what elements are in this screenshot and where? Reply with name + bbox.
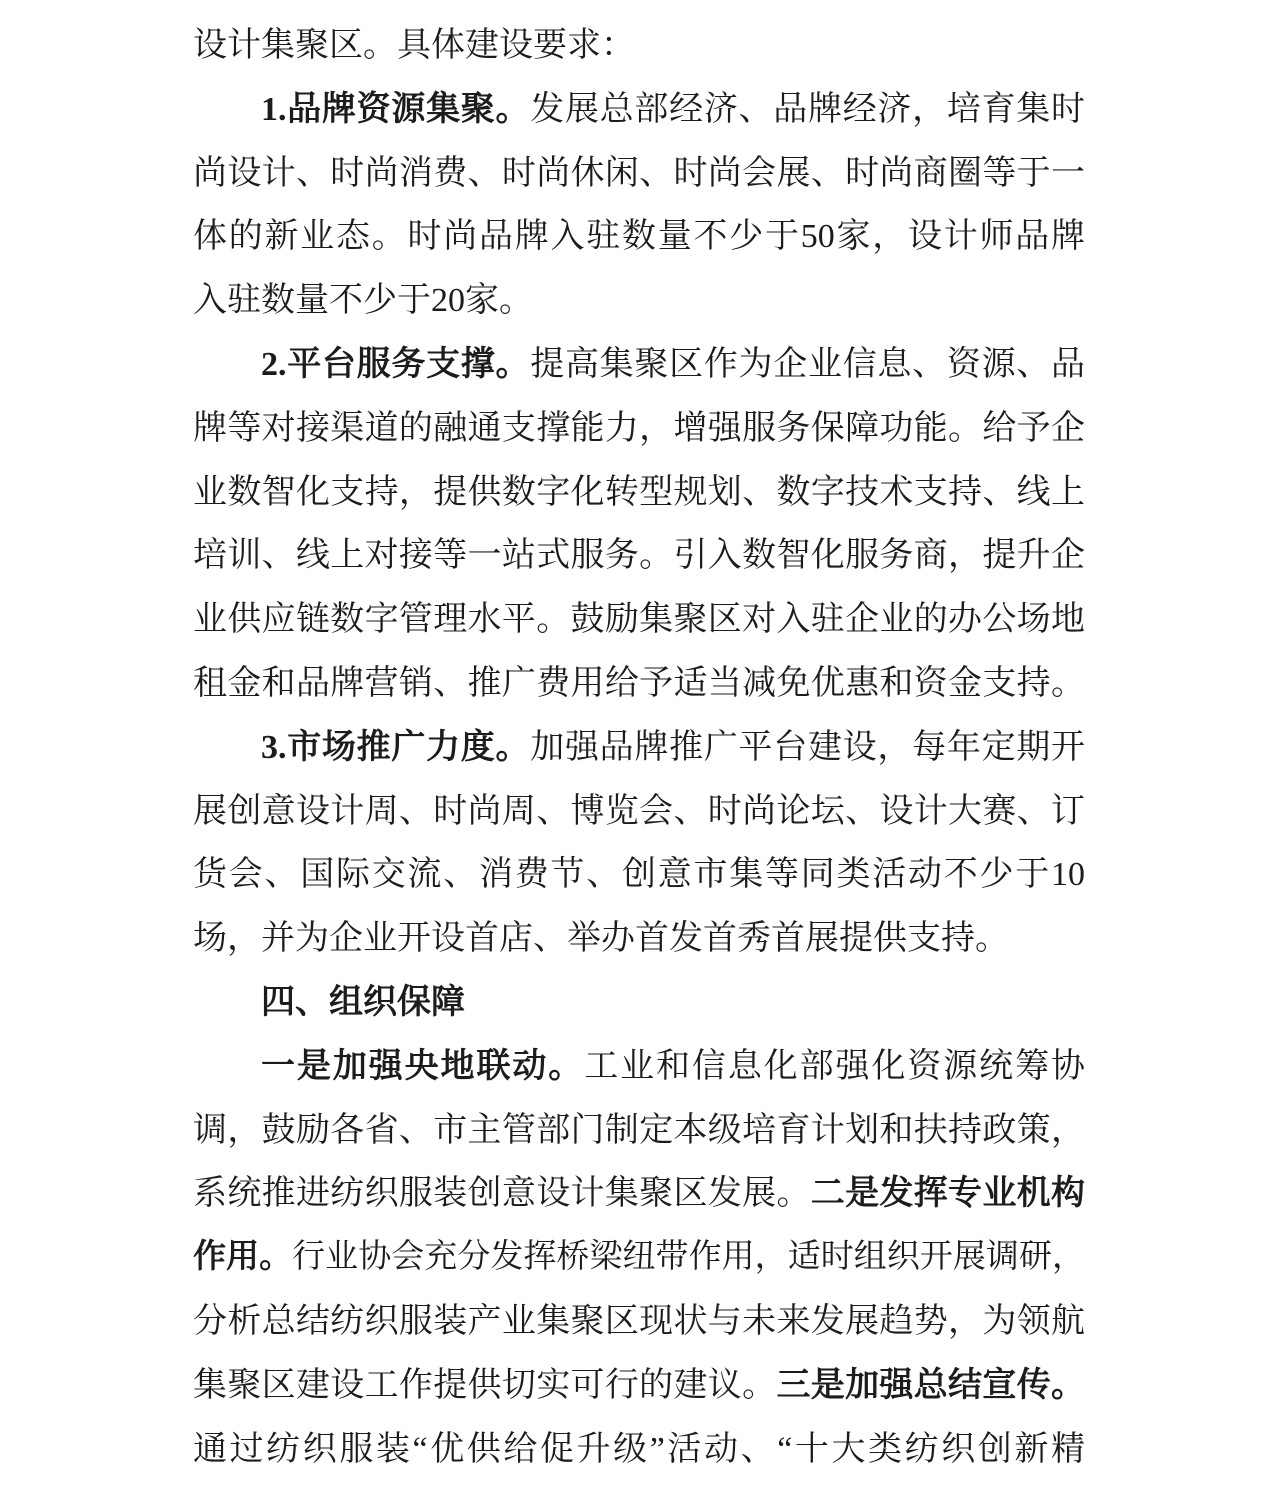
text-run-bold: 四、组织保障 [261,983,465,1021]
text-run: 系统推进纺织服装创意设计集聚区发展。 [193,1175,811,1213]
text-run: 培训、线上对接等一站式服务。引入数智化服务商，提升企 [193,537,1085,575]
text-line [193,1354,1085,1418]
text-run: 展创意设计周、时尚周、博览会、时尚论坛、设计大赛、订 [193,792,1085,830]
text-run: 分析总结纺织服装产业集聚区现状与未来发展趋势，为领航 [193,1302,1085,1340]
text-line [193,461,1085,525]
text-line [193,1035,1085,1099]
text-run-bold: 作用。 [193,1239,293,1276]
text-line [193,716,1085,780]
text-line [193,588,1085,652]
text-run: 调，鼓励各省、市主管部门制定本级培育计划和扶持政策， [193,1111,1085,1149]
text-run: 货会、国际交流、消费节、创意市集等同类活动不少于10 [193,856,1085,894]
text-run-bold: 一是加强央地联动。 [261,1047,585,1085]
document-body [193,14,1085,1481]
text-line [193,1226,1085,1290]
text-line [193,843,1085,907]
text-run: 加强品牌推广平台建设，每年定期开 [530,728,1086,766]
text-line [193,907,1085,971]
text-run-bold: 3.市场推广力度。 [261,728,531,766]
text-run-bold: 二是发挥专业机构 [810,1175,1086,1213]
text-line [193,780,1085,844]
text-line [193,1099,1085,1163]
text-line [193,397,1085,461]
text-run: 行业协会充分发挥桥梁纽带作用，适时组织开展调研， [292,1239,1086,1276]
text-line [193,1290,1085,1354]
text-run-bold: 三是加强总结宣传。 [776,1366,1086,1404]
text-run: 业供应链数字管理水平。鼓励集聚区对入驻企业的办公场地 [193,601,1085,639]
text-line [193,14,1085,78]
text-line [193,333,1085,397]
text-run: 集聚区建设工作提供切实可行的建议。 [193,1366,777,1404]
text-line [193,142,1085,206]
text-line [193,205,1085,269]
text-run: 设计集聚区。具体建设要求： [193,27,635,64]
text-line [193,652,1085,716]
text-run: 牌等对接渠道的融通支撑能力，增强服务保障功能。给予企 [193,409,1085,447]
text-line [193,1162,1085,1226]
text-line [193,269,1085,333]
text-run: 体的新业态。时尚品牌入驻数量不少于50家，设计师品牌 [193,218,1085,256]
text-run: 工业和信息化部强化资源统筹协 [584,1047,1086,1085]
text-line [193,78,1085,142]
text-run: 业数智化支持，提供数字化转型规划、数字技术支持、线上 [193,473,1085,511]
text-run-bold: 1.品牌资源集聚。 [261,90,531,128]
text-line [193,1418,1085,1482]
text-run: 通过纺织服装“优供给促升级”活动、“十大类纺织创新精 [193,1430,1085,1468]
text-run: 场，并为企业开设首店、举办首发首秀首展提供支持。 [193,920,1009,958]
text-run: 租金和品牌营销、推广费用给予适当减免优惠和资金支持。 [193,664,1085,702]
text-line [193,971,1085,1035]
text-line [193,524,1085,588]
text-run: 入驻数量不少于20家。 [193,282,533,320]
text-run: 提高集聚区作为企业信息、资源、品 [530,345,1086,383]
text-run: 发展总部经济、品牌经济，培育集时 [530,90,1086,128]
text-run: 尚设计、时尚消费、时尚休闲、时尚会展、时尚商圈等于一 [193,154,1085,192]
text-run-bold: 2.平台服务支撑。 [261,345,531,383]
